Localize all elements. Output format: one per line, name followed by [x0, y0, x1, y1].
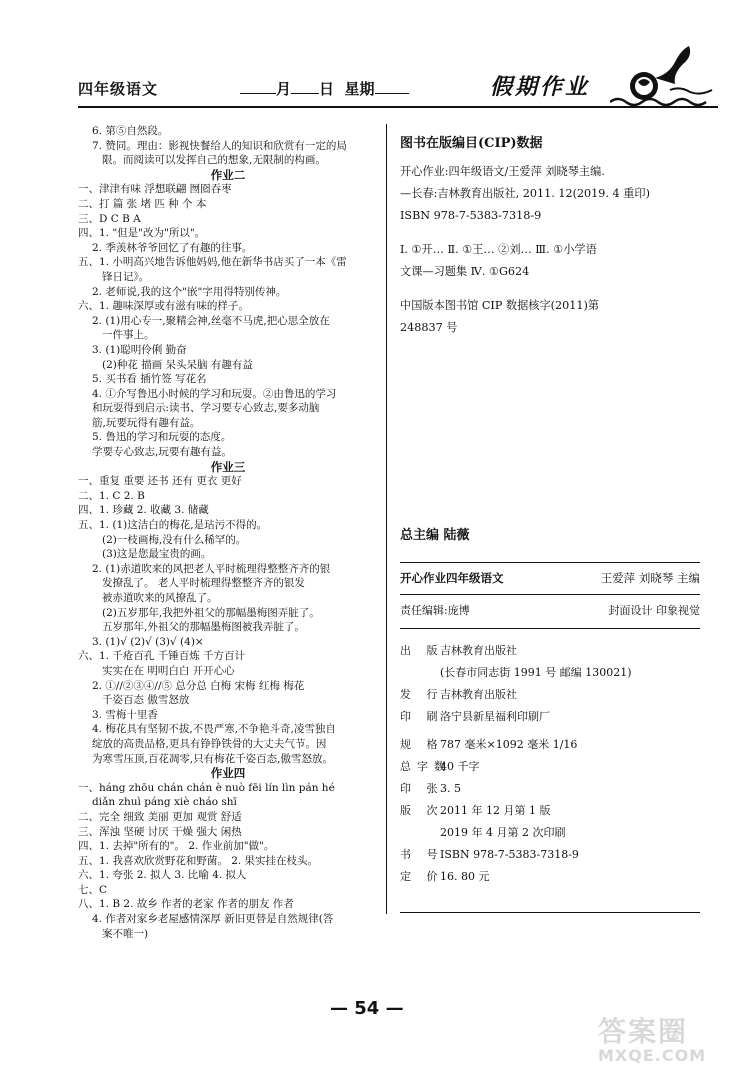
answer-line: 六、1. 夸张 2. 拟人 3. 比喻 4. 拟人 — [78, 869, 247, 882]
info-value: ISBN 978-7-5383-7318-9 — [440, 848, 579, 861]
answer-line: 锋日记》。 — [102, 270, 150, 283]
book-editors: 王爱萍 刘晓琴 主编 — [600, 571, 700, 585]
info-value: 吉林教育出版社 — [440, 644, 517, 657]
answer-line: 二、完全 细致 美丽 更加 观赏 舒适 — [78, 810, 242, 823]
book-title: 开心作业四年级语文 — [400, 571, 504, 585]
answer-line: 五、1. (1)这洁白的梅花,是玷污不得的。 — [78, 519, 268, 532]
answer-line: 4. ①介写鲁迅小时候的学习和玩耍。②由鲁迅的学习 — [92, 387, 337, 400]
responsible-editor: 责任编辑:庞博 — [400, 604, 470, 617]
info-key: 印 刷 — [400, 710, 444, 723]
info-value: 40 千字 — [440, 760, 480, 773]
month-label: 月 — [276, 80, 292, 98]
info-value: 787 毫米×1092 毫米 1/16 — [440, 738, 578, 751]
answer-line: (2)五岁那年,我把外祖父的那幅墨梅图弄脏了。 — [102, 606, 320, 619]
info-key: 定 价 — [400, 870, 444, 883]
answer-line: 5. 鲁迅的学习和玩耍的态度。 — [92, 431, 232, 444]
answer-line: 一、háng zhōu chán chán è nuò fēi lín lìn pán hé — [78, 781, 335, 794]
answer-line: 五、1. 小明高兴地告诉他妈妈,他在新华书店买了一本《雷 — [78, 256, 347, 269]
colophon-rule-mid — [400, 594, 700, 595]
info-row — [400, 844, 700, 866]
info-row — [400, 800, 700, 822]
answer-line: 千姿百态 傲雪怒放 — [102, 694, 190, 707]
chief-editor: 总主编 陆薇 — [400, 528, 470, 543]
cip-gap — [400, 283, 700, 295]
page-number: — 54 — — [330, 998, 404, 1019]
cip-lines — [400, 161, 700, 339]
answer-line: 一、重复 重要 还书 还有 更衣 更好 — [78, 475, 242, 488]
info-row — [400, 640, 700, 662]
answer-line: 2. (1)赤道吹来的风把老人平时梳理得整整齐齐的银 — [92, 562, 331, 575]
answer-line: 发撩乱了。 老人平时梳理得整整齐齐的银发 — [102, 577, 305, 590]
answer-line: 6. 第⑤自然段。 — [92, 125, 169, 137]
info-row — [400, 684, 700, 706]
info-key: 书 号 — [400, 848, 444, 861]
day-label: 日 — [319, 80, 335, 98]
answer-line: 五岁那年,外祖父的那幅墨梅图被我弄脏了。 — [102, 621, 305, 634]
cip-title: 图书在版编目(CIP)数据 — [400, 136, 543, 151]
cip-gap — [400, 227, 700, 239]
answer-line: 八、1. B 2. 故乡 作者的老家 作者的朋友 作者 — [78, 898, 294, 911]
info-key — [400, 662, 440, 684]
answer-line: 2. (1)用心专一,聚精会神,丝毫不马虎,把心思全放在 — [92, 314, 330, 327]
responsibility-row — [400, 602, 700, 618]
answer-line: 一、津津有味 浮想联翩 囫囵吞枣 — [78, 183, 232, 196]
answer-line: 限。而阅读可以发挥自己的想象,无限制的构画。 — [102, 154, 326, 167]
info-row — [400, 866, 700, 888]
cip-line: 248837 号 — [400, 321, 458, 334]
answer-line: 七、C — [78, 883, 108, 896]
section-heading: 作业二 — [210, 167, 246, 182]
answer-line: 六、1. 千疮百孔 千锤百炼 千方百计 — [78, 650, 246, 663]
answer-line: 三、D C B A — [78, 212, 141, 225]
swimmer-logo-icon — [610, 40, 720, 114]
info-value: 2019 年 4 月第 2 次印刷 — [440, 826, 566, 839]
answer-line: 四、1. 珍藏 2. 收藏 3. 储藏 — [78, 504, 209, 517]
cip-block — [400, 124, 700, 339]
info-key: 总字数 — [400, 760, 451, 773]
info-value: 洛宁县新星福利印刷厂 — [440, 710, 550, 723]
info-row — [400, 734, 700, 756]
answer-line: 筋,玩要玩得有趣有益。 — [92, 416, 201, 429]
info-row — [400, 756, 700, 778]
answer-line: diǎn zhuì páng xiè cháo shī — [92, 796, 237, 809]
answer-line: 被赤道吹来的风撩乱了。 — [102, 592, 218, 604]
cip-line: 开心作业:四年级语文/王爱萍 刘晓琴主编. — [400, 165, 605, 178]
info-row — [400, 822, 700, 844]
info-row — [400, 706, 700, 728]
answer-line: 实实在在 明明白白 开开心心 — [102, 664, 235, 677]
info-key: 发 行 — [400, 688, 444, 701]
answer-line: 六、1. 趣味深厚或有滋有味的样子。 — [78, 300, 249, 313]
answer-line: 学要专心致志,玩要有趣有益。 — [92, 446, 232, 459]
info-key: 出 版 — [400, 644, 444, 657]
info-row — [400, 662, 700, 684]
brand-title: 假期作业 — [490, 74, 591, 100]
info-value: 吉林教育出版社 — [440, 688, 517, 701]
answer-line: 四、1. 去掉"所有的"。 2. 作业前加"做"。 — [78, 840, 275, 853]
info-key: 规 格 — [400, 738, 444, 751]
answer-line: 3. (1)√ (2)√ (3)√ (4)× — [92, 635, 204, 648]
answer-line: 三、浑浊 坚硬 讨厌 干燥 强大 闲热 — [78, 825, 242, 838]
watermark — [598, 1010, 706, 1065]
answer-line: 一件事上。 — [102, 329, 155, 342]
info-key: 版 次 — [400, 804, 444, 817]
cover-design: 封面设计 印象视觉 — [608, 604, 700, 617]
grade-label: 四年级语文 — [78, 80, 159, 98]
answer-line: 5. 买书看 插竹签 写花名 — [92, 373, 207, 386]
info-value: 16. 80 元 — [440, 870, 490, 883]
answer-line: 2. 季羡林爷爷回忆了有趣的往事。 — [92, 241, 253, 254]
cip-line: Ⅰ. ①开… Ⅱ. ①王… ②刘… Ⅲ. ①小学语 — [400, 243, 597, 256]
column-divider — [386, 124, 387, 914]
answer-line: 案不唯一) — [102, 927, 149, 940]
answer-line: 7. 赞同。理由：影视快餐给人的知识和欣赏有一定的局 — [92, 139, 347, 152]
publication-info — [400, 640, 700, 888]
cip-line: —长春:吉林教育出版社, 2011. 12(2019. 4 重印) — [400, 187, 650, 200]
answer-line: 四、1. "但是"改为"所以"。 — [78, 227, 206, 240]
watermark-text: 答案圈 — [598, 1015, 689, 1048]
answer-line: 4. 作者对家乡老屋感情深厚 新旧更替是自然规律(答 — [92, 913, 334, 926]
info-key: 印 张 — [400, 782, 444, 795]
answer-line: 4. 梅花具有坚韧不拔,不畏严寒,不争艳斗奇,凌雪独自 — [92, 723, 336, 736]
answer-line: 2. ①//②③④//⑤ 总分总 白梅 宋梅 红梅 梅花 — [92, 679, 305, 692]
info-key — [400, 822, 440, 844]
weekday-label: 星期 — [344, 80, 375, 98]
answer-line: 为寒雪压顶,百花凋零,只有梅花千姿百态,傲雪怒放。 — [92, 752, 334, 765]
answer-line: 二、1. C 2. B — [78, 489, 145, 502]
watermark-url: MXQE.COM — [598, 1046, 707, 1065]
info-value: 2011 年 12 月第 1 版 — [440, 804, 551, 817]
answer-line: (3)这是您最宝贵的画。 — [102, 548, 212, 561]
header-rule — [78, 106, 718, 108]
answer-line: 五、1. 我喜欢欣赏野花和野菌。 2. 果实挂在枝头。 — [78, 854, 319, 867]
colophon-rule-top — [400, 562, 700, 563]
answer-line: 3. 雪梅十里香 — [92, 708, 158, 721]
section-heading: 作业三 — [210, 459, 246, 474]
section-heading: 作业四 — [210, 766, 246, 781]
answer-line: (2)种花 描画 呆头呆脑 有趣有益 — [102, 358, 253, 371]
answer-line: 二、打 篇 张 堵 匹 种 个 本 — [78, 197, 207, 210]
info-row — [400, 778, 700, 800]
answer-line: 2. 老师说,我的这个"嵌"字用得特别传神。 — [92, 285, 287, 298]
answer-line: 绽放的高贵品格,更具有铮铮铁骨的大丈夫气节。因 — [92, 737, 327, 750]
cip-line: 中国版本图书馆 CIP 数据核字(2011)第 — [400, 299, 600, 312]
answer-line: 和玩耍得到启示:读书、学习要专心致志,要多动脑 — [92, 402, 320, 415]
answer-column — [78, 124, 378, 941]
cip-line: 文课—习题集 Ⅳ. ①G624 — [400, 265, 530, 278]
info-value: 3. 5 — [440, 782, 461, 795]
colophon-rule-bottom — [400, 912, 700, 913]
book-title-row — [400, 570, 700, 586]
answer-line: 3. (1)聪明伶俐 勤奋 — [92, 343, 187, 356]
date-fields — [240, 78, 409, 99]
colophon-rule-2 — [400, 628, 700, 629]
answer-line: (2)一枝画梅,没有什么稀罕的。 — [102, 533, 247, 546]
info-value: (长春市同志街 1991 号 邮编 130021) — [440, 666, 632, 679]
page-header — [50, 70, 710, 110]
cip-line: ISBN 978-7-5383-7318-9 — [400, 209, 542, 222]
